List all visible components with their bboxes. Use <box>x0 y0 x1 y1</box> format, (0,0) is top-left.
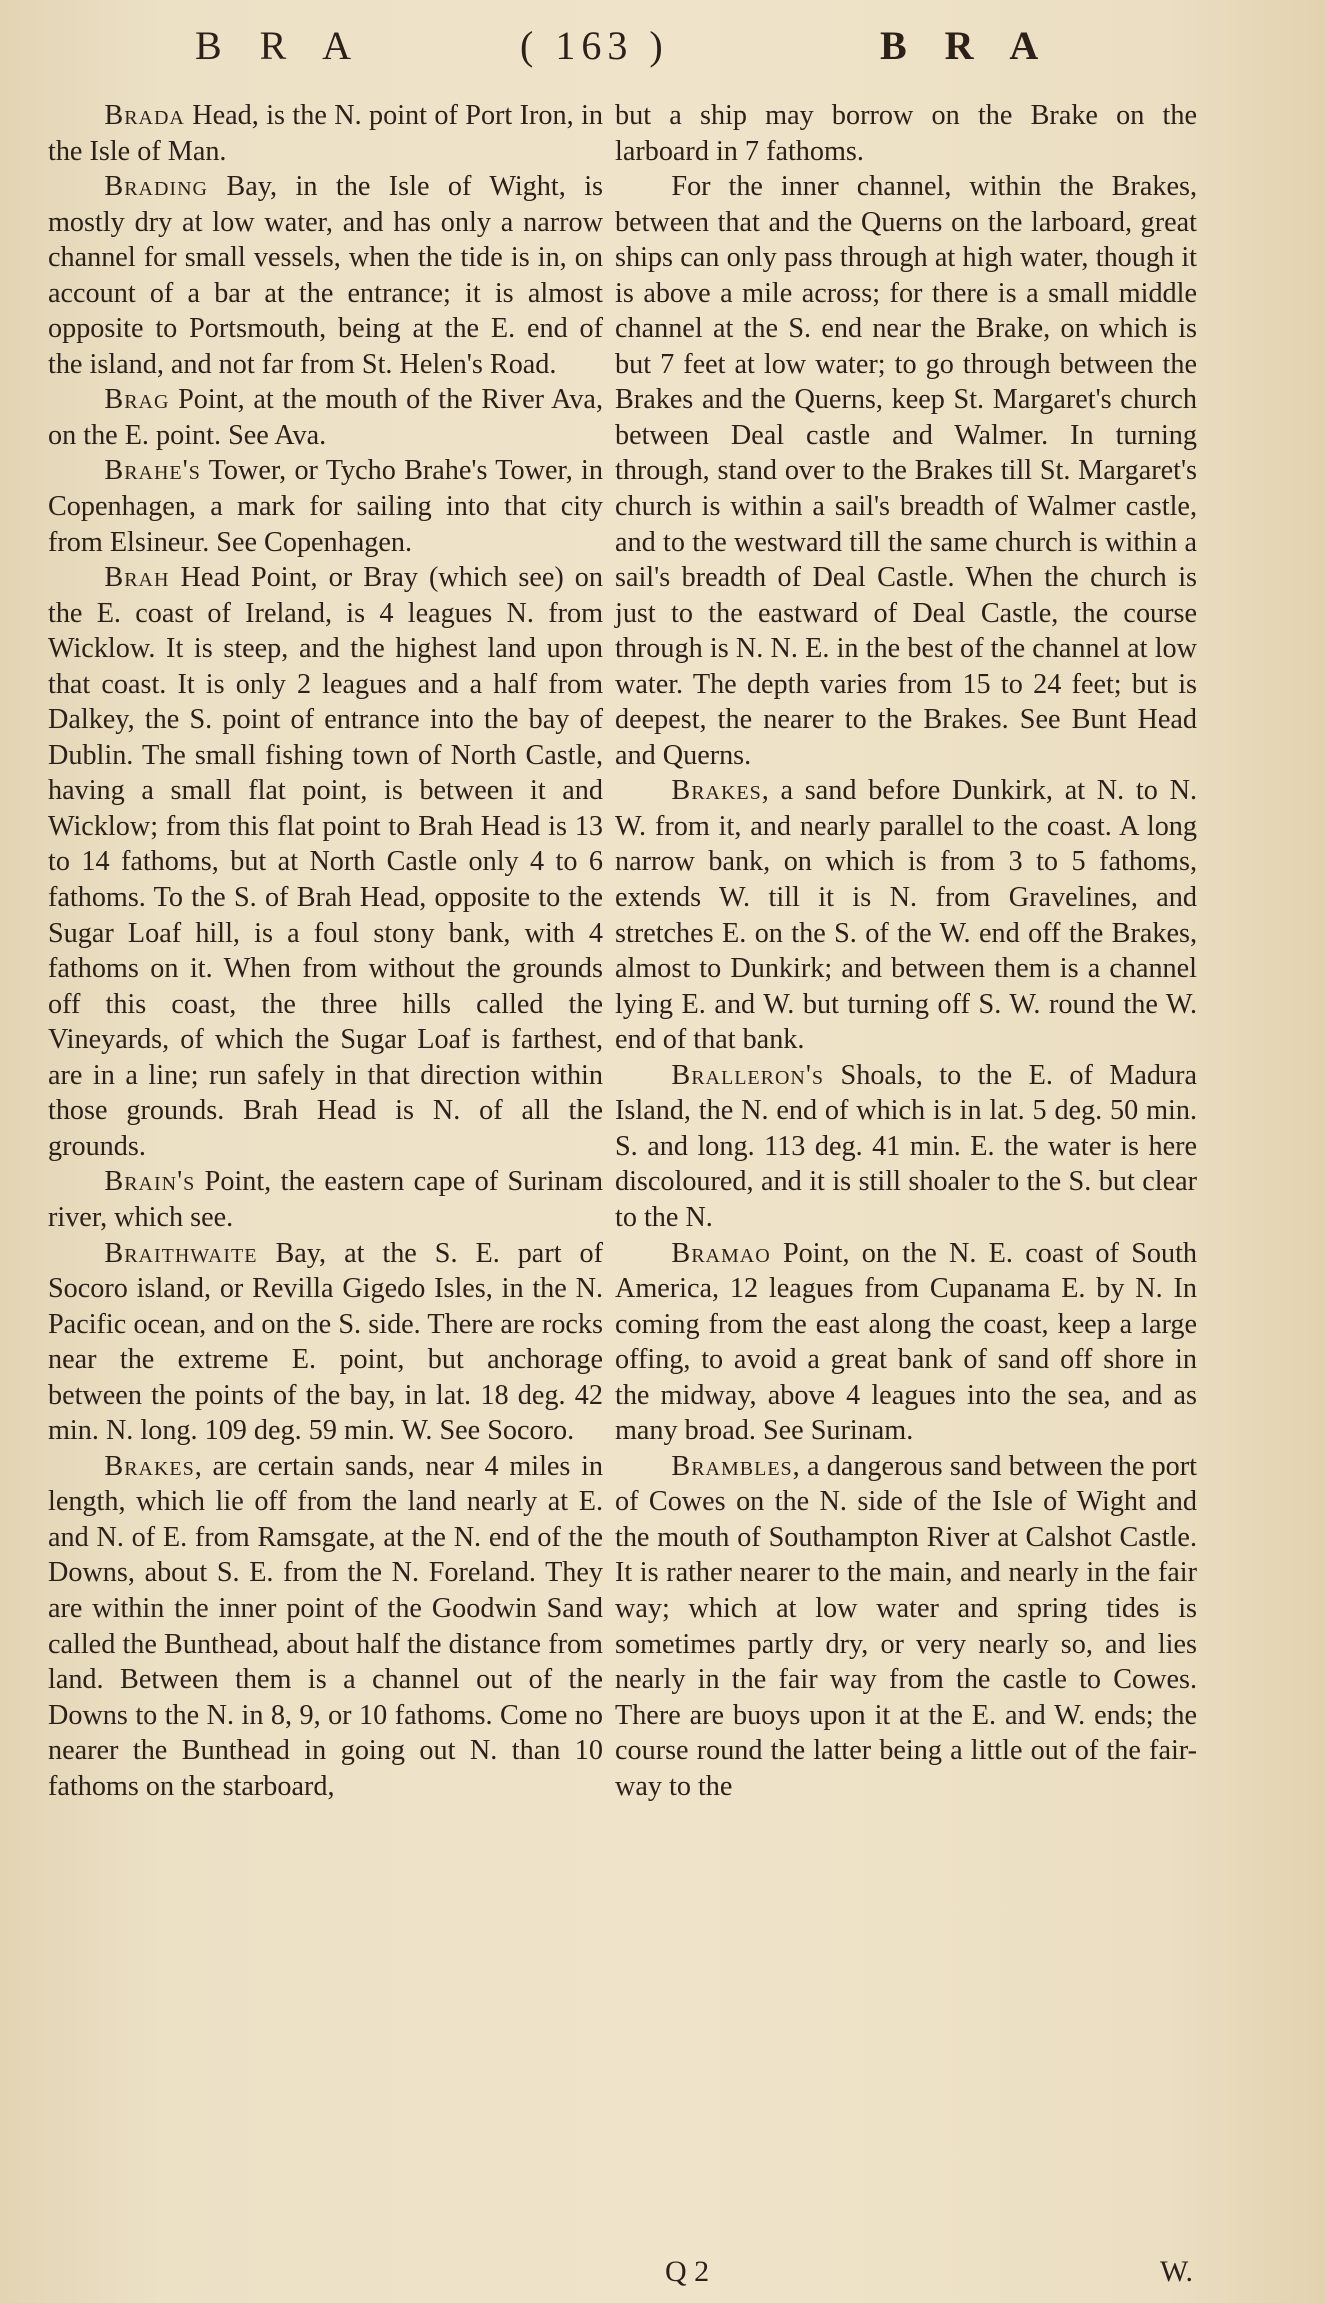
entry-headword: Brambles <box>671 1450 793 1482</box>
entry-text: Head Point, or Bray (which see) on the E. coast of Ireland, is 4 leagues N. from Wicklow. It is steep, and the highest land upon that coast. It is only 2 leagues and a half from Dalkey, the S. point of entrance into the bay of Dublin. The small fishing town of North Castle, having a small flat point, is between it and Wicklow; from this flat point to Brah Head is 13 to 14 fathoms, but at North Castle only 4 to 6 fathoms. To the S. of Brah Head, opposite to the Sugar Loaf hill, is a foul stony bank, with 4 fathoms on it. When from without the grounds off this coast, the three hills called the Vineyards, of which the Sugar Loaf is farthest, are in a line; run safely in that direction within those grounds. Brah Head is N. of all the grounds. <box>48 562 603 1162</box>
gazetteer-entry <box>48 560 603 1164</box>
gazetteer-entry <box>615 1236 1197 1449</box>
gazetteer-entry <box>48 98 603 169</box>
entry-headword: Brakes <box>104 1450 195 1482</box>
gazetteer-entry <box>48 382 603 453</box>
header-left: B R A <box>195 23 366 68</box>
entry-headword: Brain's <box>104 1166 196 1198</box>
catchword: W. <box>1160 2255 1194 2288</box>
left-column <box>48 98 603 1804</box>
entry-headword: Brading <box>104 171 208 203</box>
page-number: ( 163 ) <box>520 23 669 68</box>
gazetteer-entry <box>48 453 603 560</box>
entry-text: , are certain sands, near 4 miles in length, which lie off from the land nearly at E. and N. of E. from Ramsgate, at the N. end of the Downs, about S. E. from the N. Foreland. They are within the inner point of the Goodwin Sand called the Bunthead, about half the distance from land. Between them is a channel out of the Downs to the N. in 8, 9, or 10 fathoms. Come no nearer the Bunthead in going out N. than 10 fathoms on the starboard, <box>48 1450 603 1802</box>
gazetteer-entry <box>615 773 1197 1057</box>
entry-text: Bay, in the Isle of Wight, is mostly dry at low water, and has only a narrow channel for small vessels, when the tide is in, on account of a bar at the entrance; it is almost opposite to Portsmouth, being at the E. end of the island, and not far from St. Helen's Road. <box>48 171 603 380</box>
entry-headword: Brada <box>104 100 185 131</box>
entry-text: Point, the eastern cape of Surinam river, which see. <box>48 1166 603 1233</box>
entry-text: Bay, at the S. E. part of Socoro island, or Revilla Gigedo Isles, in the N. Pacific ocean, and on the S. side. There are rocks near the extreme E. point, but anchorage between the points of the bay, in lat. 18 deg. 42 min. N. long. 109 deg. 59 min. W. See Socoro. <box>48 1237 603 1447</box>
gazetteer-entry <box>615 1058 1197 1236</box>
right-column <box>615 98 1197 1804</box>
entry-text: Point, at the mouth of the River Ava, on the E. point. See Ava. <box>48 384 603 451</box>
running-header <box>0 22 1325 82</box>
entry-text: Tower, or Tycho Brahe's Tower, in Copenhagen, a mark for sailing into that city from Elsineur. See Copenhagen. <box>48 455 603 558</box>
gazetteer-entry <box>48 169 603 382</box>
entry-headword: Braithwaite <box>104 1237 258 1269</box>
entry-headword: Bralleron's <box>671 1059 825 1091</box>
entry-headword: Brag <box>104 384 170 416</box>
page-footer <box>0 2255 1325 2295</box>
entry-headword: Bramao <box>671 1237 771 1269</box>
gazetteer-entry <box>615 169 1197 773</box>
gazetteer-entry <box>48 1164 603 1235</box>
entry-text: but a ship may borrow on the Brake on the larboard in 7 fathoms. <box>615 100 1197 167</box>
entry-text: For the inner channel, within the Brakes, between that and the Querns on the larboard, great ships can only pass through at high water, though it is above a mile across; for there is a small middle channel at the S. end near the Brake, on which is but 7 feet at low water; to go through between the Brakes and the Querns, keep St. Margaret's church between Deal castle and Walmer. In turning through, stand over to the Brakes till St. Margaret's church is within a sail's breadth of Walmer castle, and to the westward till the same church is within a sail's breadth of Deal Castle. When the church is just to the eastward of Deal Castle, the course through is N. N. E. in the best of the channel at low water. The depth varies from 15 to 24 feet; but is deepest, the nearer to the Brakes. See Bunt Head and Querns. <box>615 171 1197 771</box>
entry-text: , a dangerous sand between the port of Cowes on the N. side of the Isle of Wight and the mouth of Southampton River at Calshot Castle. It is rather nearer to the main, and nearly in the fair way; which at low water and spring tides is sometimes partly dry, or very nearly so, and lies nearly in the fair way from the castle to Cowes. There are buoys upon it at the E. and W. ends; the course round the latter being a little out of the fair-way to the <box>615 1450 1197 1802</box>
gazetteer-entry <box>48 1449 603 1804</box>
entry-headword: Brakes <box>671 775 762 807</box>
entry-text: , a sand before Dunkirk, at N. to N. W. from it, and nearly parallel to the coast. A long narrow bank, on which is from 3 to 5 fathoms, extends W. till it is N. from Gravelines, and stretches E. on the S. of the W. end off the Brakes, almost to Dunkirk; and between them is a channel lying E. and W. but turning off S. W. round the W. end of that bank. <box>615 775 1197 1056</box>
gazetteer-entry <box>615 1449 1197 1804</box>
entry-text: Point, on the N. E. coast of South America, 12 leagues from Cupanama E. by N. In coming from the east along the coast, keep a large offing, to avoid a great bank of sand off shore in the midway, above 4 leagues into the sea, and as many broad. See Surinam. <box>615 1237 1197 1447</box>
entry-headword: Brah <box>104 562 170 594</box>
header-right: B R A <box>880 23 1053 68</box>
entry-headword: Brahe's <box>104 455 201 487</box>
entry-text: Head, is the N. point of Port Iron, in the Isle of Man. <box>48 100 603 167</box>
signature-mark: Q 2 <box>665 2255 710 2288</box>
gazetteer-entry <box>615 98 1197 169</box>
gazetteer-entry <box>48 1236 603 1449</box>
entry-text: Shoals, to the E. of Madura Island, the N. end of which is in lat. 5 deg. 50 min. S. and long. 113 deg. 41 min. E. the water is here discoloured, and it is still shoaler to the S. but clear to the N. <box>615 1059 1197 1233</box>
